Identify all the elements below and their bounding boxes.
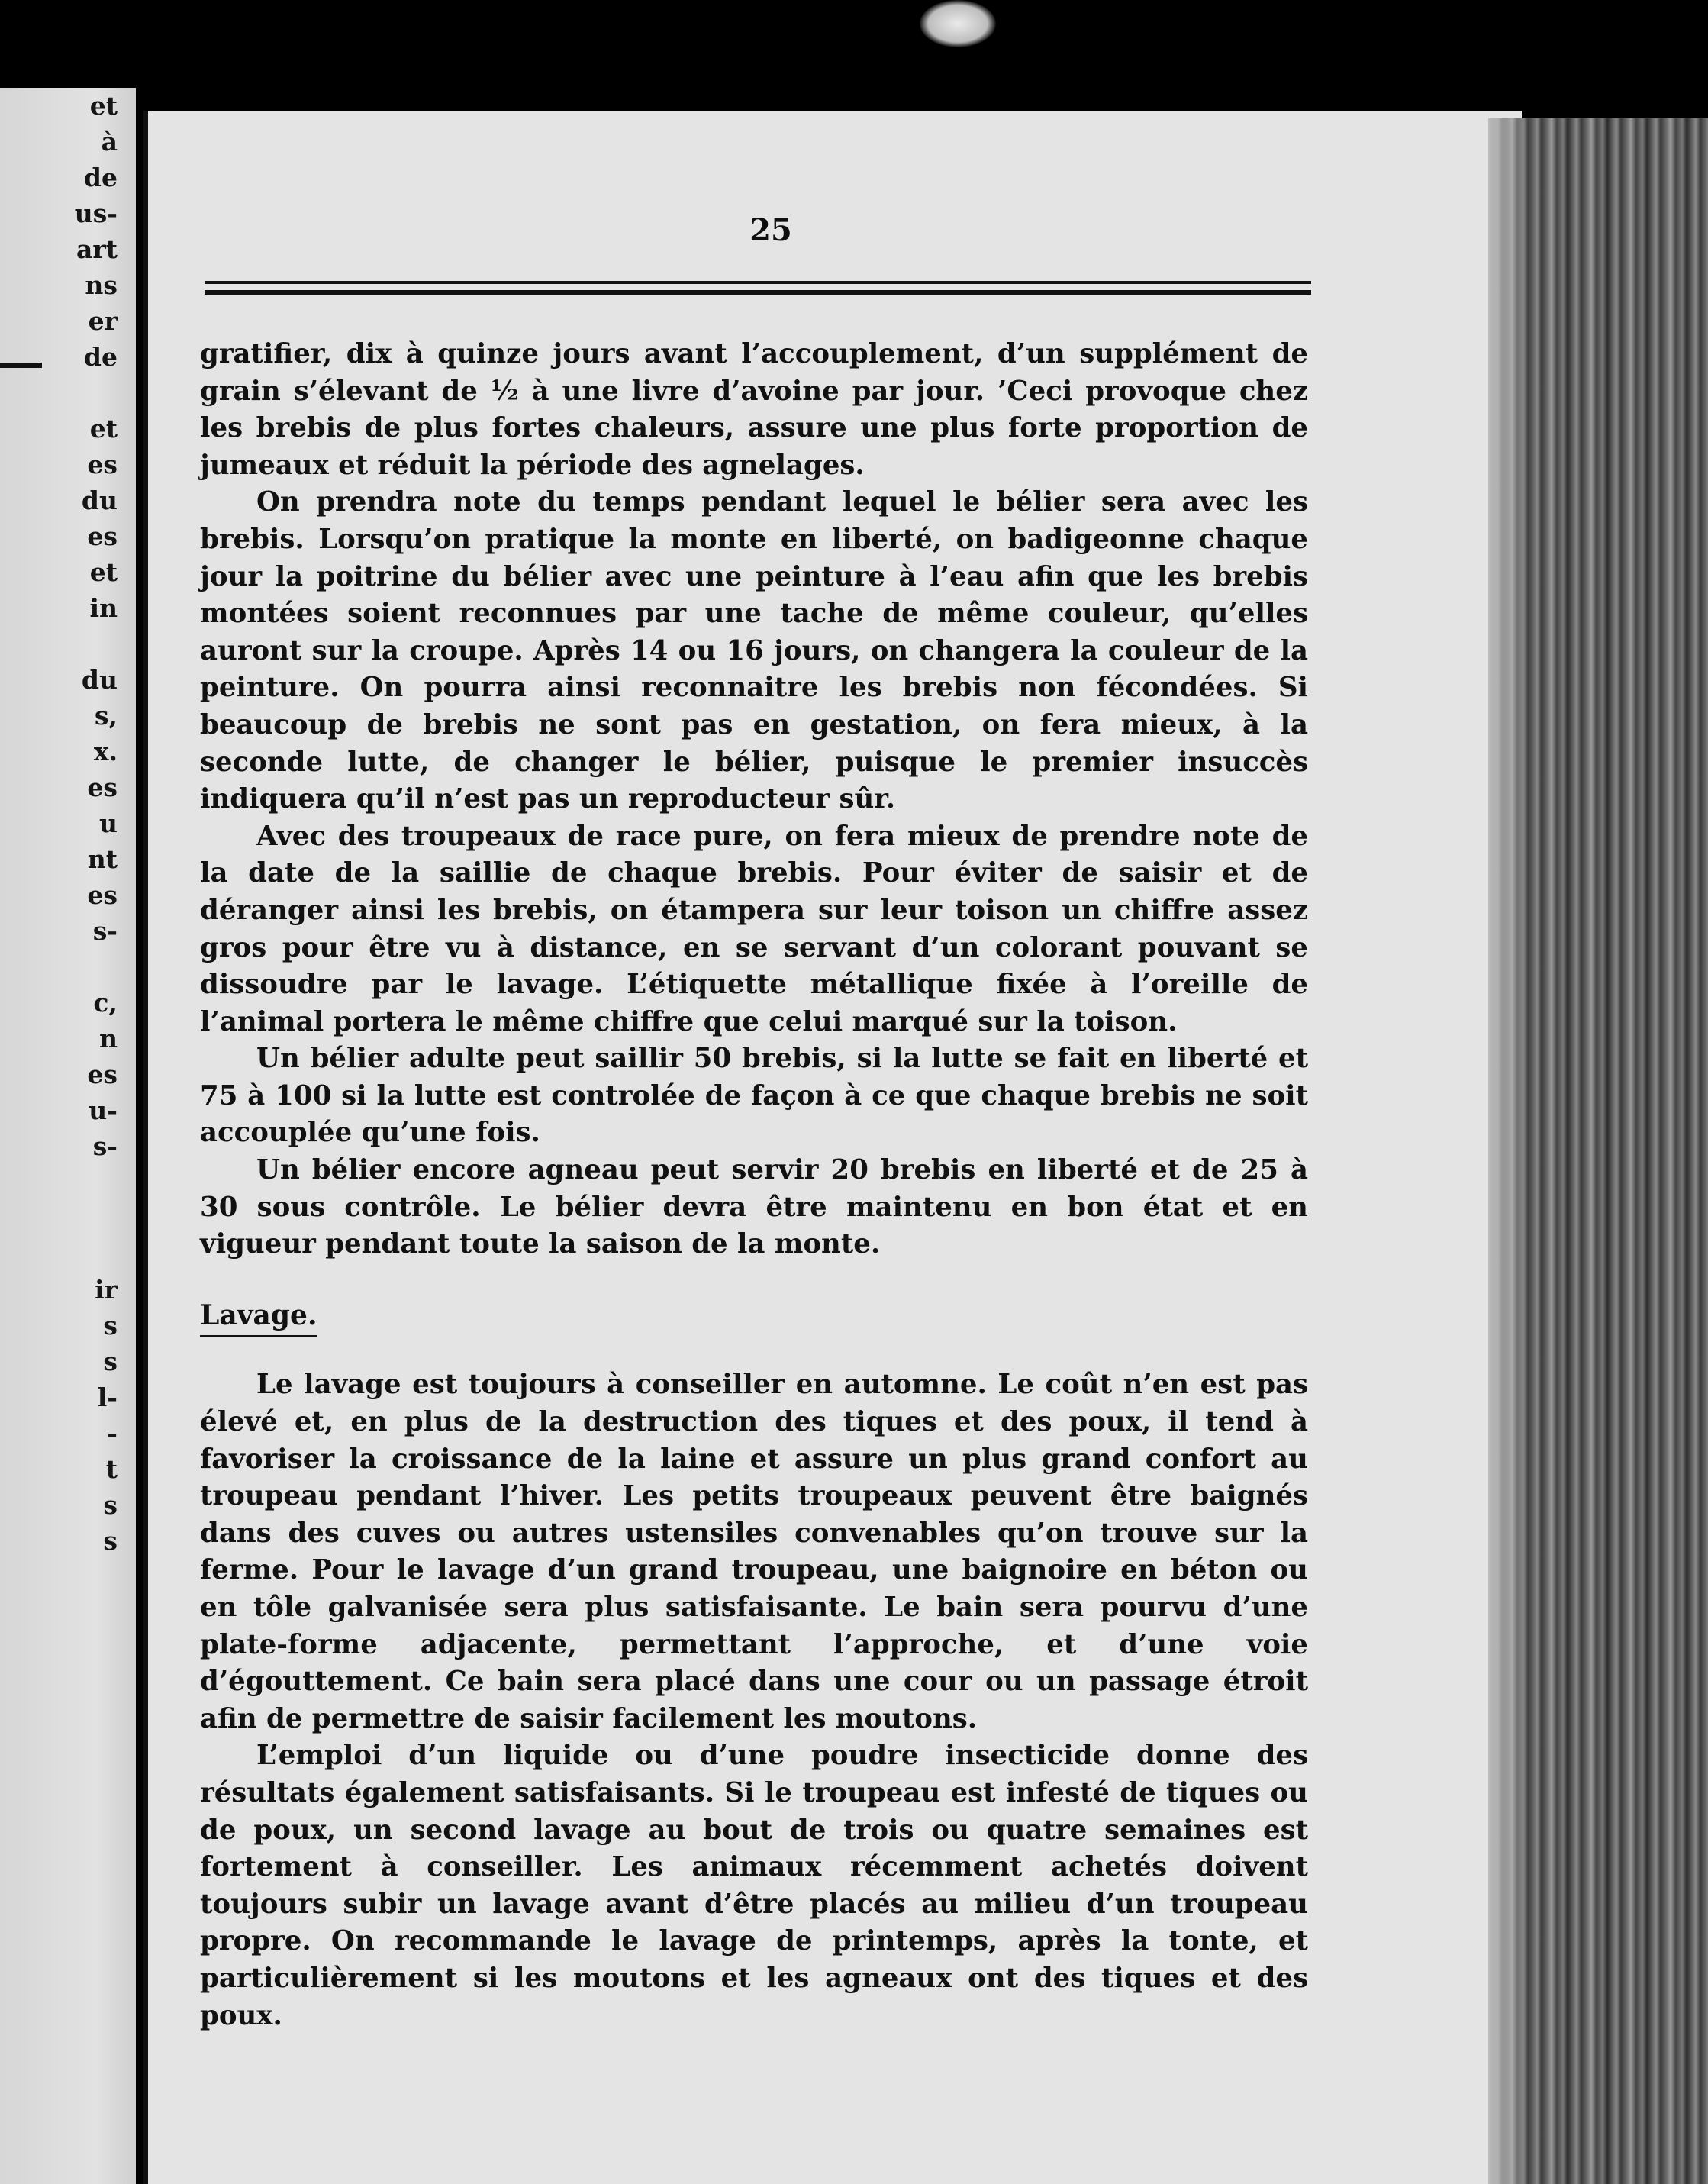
paragraph: Un bélier adulte peut saillir 50 brebis, si la lutte se fait en liberté et 75 à 100 si la lutte est controlée de façon à ce que chaque brebis ne soit accouplée qu’une fois. — [200, 1043, 1308, 1149]
paragraph: Avec des troupeaux de race pure, on fera mieux de prendre note de la date de la saillie de chaque brebis. Pour éviter de saisir et de déranger ainsi les brebis, on étampera sur leur toison un chiffre assez gros pour être vu à distance, en se servant d’un colorant pouvant se dissoudre par le lavage. L’étiquette métallique fixée à l’oreille de l’animal portera le même chiffre que celui marqué sur la toison. — [200, 820, 1308, 1037]
paragraph: On prendra note du temps pendant lequel le bélier sera avec les brebis. Lorsqu’on pratique la monte en liberté, on badigeonne chaque jour la poitrine du bélier avec une peinture à l’eau afin que les brebis montées soient reconnues par une tache de même couleur, qu’elles auront sur la croupe. Après 14 ou 16 jours, on changera la couleur de la peinture. On pourra ainsi reconnaitre les brebis non fécondées. Si beaucoup de brebis ne sont pas en gestation, on fera mieux, à la seconde lutte, de changer le bélier, puisque le premier insuccès indiquera qu’il n’est pas un reproducteur sûr. — [200, 486, 1308, 815]
header-rule-thick — [205, 290, 1311, 295]
paragraph-continuation: gratifier, dix à quinze jours avant l’accouplement, d’un supplément de grain s’élevant de ½ à une livre d’avoine par jour. ’Ceci provoque chez les brebis de plus fortes chaleurs, assure une plus forte proportion de jumeaux et réduit la période des agnelages. — [200, 338, 1308, 481]
section-heading: Lavage. — [200, 1297, 317, 1338]
left-page-edge — [0, 88, 136, 2184]
left-page-rule — [0, 363, 42, 368]
paper-stain — [920, 0, 996, 47]
left-page-text-fragments: et à de us- art ns er de et es du es et in du s, x. es u nt es s- c, n es u- s- ir s s l- - t s s — [74, 91, 118, 1556]
paragraph: L’emploi d’un liquide ou d’une poudre insecticide donne des résultats également satisfaisants. Si le troupeau est infesté de tiques ou de poux, un second lavage au bout de trois ou quatre semaines est fortement à conseiller. Les animaux récemment achetés doivent toujours subir un lavage avant d’être placés au milieu d’un troupeau propre. On recommande le lavage de printemps, après la tonte, et particulièrement si les moutons et les agneaux ont des tiques et des poux. — [200, 1740, 1308, 2031]
page-edge-shadow — [1488, 118, 1534, 2184]
paragraph: Le lavage est toujours à conseiller en automne. Le coût n’en est pas élevé et, en plus de la destruction des tiques et des poux, il tend à favoriser la croissance de la laine et assure un plus grand confort au troupeau pendant l’hiver. Les petits troupeaux peuvent être baignés dans des cuves ou autres ustensiles convenables qu’on trouve sur la ferme. Pour le lavage d’un grand troupeau, une baignoire en béton ou en tôle galvanisée sera plus satisfaisante. Le bain sera pourvu d’une plate-forme adjacente, permettant l’approche, et d’une voie d’égouttement. Ce bain sera placé dans une cour ou un passage étroit afin de permettre de saisir facilement les moutons. — [200, 1369, 1308, 1734]
header-rule-thin — [205, 281, 1311, 284]
page-body — [200, 336, 1308, 2034]
page-number: 25 — [749, 212, 792, 248]
paragraph: Un bélier encore agneau peut servir 20 brebis en liberté et de 25 à 30 sous contrôle. Le bélier devra être maintenu en bon état et en vigueur pendant toute la saison de la monte. — [200, 1154, 1308, 1260]
